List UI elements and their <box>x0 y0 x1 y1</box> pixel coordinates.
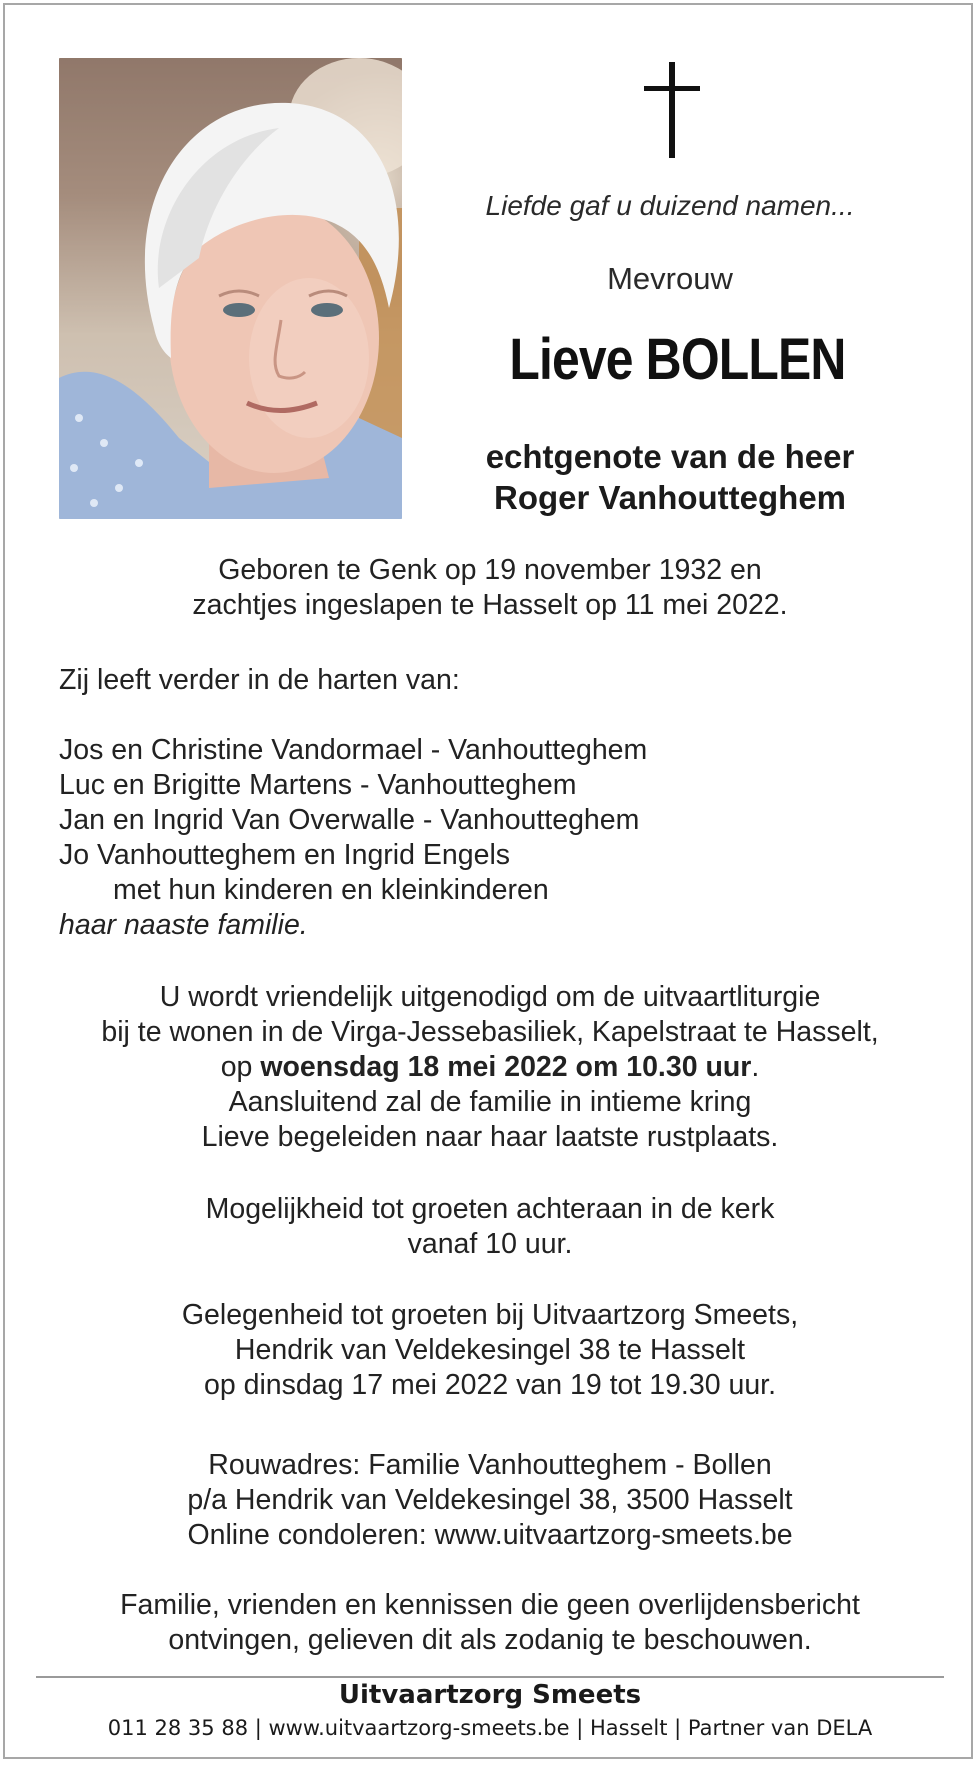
funeral-home-line-3: op dinsdag 17 mei 2022 van 19 tot 19.30 uur. <box>203 1369 777 1401</box>
address-line-1: Rouwadres: Familie Vanhoutteghem - Bollen <box>208 1449 772 1481</box>
deceased-name: Lieve BOLLEN <box>509 327 846 392</box>
motto: Liefde gaf u duizend namen... <box>485 190 855 221</box>
liturgy-line-3 <box>40 1050 940 1085</box>
family-member: Jos en Christine Vandormael - Vanhoutteghem <box>59 734 648 766</box>
notice-line-1: Familie, vrienden en kennissen die geen overlijdensbericht <box>120 1589 860 1621</box>
family-descendants: met hun kinderen en kleinkinderen <box>113 874 549 906</box>
condolence-link[interactable]: Online condoleren: www.uitvaartzorg-smeets.be <box>187 1519 793 1551</box>
mourning-address <box>40 1448 940 1553</box>
family-list <box>59 733 919 943</box>
family-member: Jo Vanhoutteghem en Ingrid Engels <box>59 839 511 871</box>
salutation: Mevrouw <box>607 261 733 296</box>
notice-line-2: ontvingen, gelieven dit als zodanig te beschouwen. <box>168 1624 812 1656</box>
liturgy-date-prefix: op <box>220 1051 261 1083</box>
spouse-line-1: echtgenote van de heer <box>485 438 855 475</box>
church-greeting-line-1: Mogelijkheid tot groeten achteraan in de kerk <box>205 1193 775 1225</box>
spouse-name: Roger Vanhoutteghem <box>493 479 847 516</box>
death-line: zachtjes ingeslapen te Hasselt op 11 mei 2022. <box>192 589 788 621</box>
address-line-2: p/a Hendrik van Veldekesingel 38, 3500 Hasselt <box>187 1484 793 1516</box>
family-closing: haar naaste familie. <box>59 909 308 941</box>
church-greeting-line-2: vanaf 10 uur. <box>407 1228 573 1260</box>
portrait-photo <box>59 58 402 519</box>
footer-company: Uitvaartzorg Smeets <box>338 1680 642 1710</box>
birth-death-info <box>40 553 940 623</box>
liturgy-line-4: Aansluitend zal de familie in intieme kring <box>228 1086 752 1118</box>
liturgy-line-1: U wordt vriendelijk uitgenodigd om de uitvaartliturgie <box>159 981 821 1013</box>
liturgy-date-suffix: . <box>751 1051 760 1083</box>
family-intro: Zij leeft verder in de harten van: <box>59 664 460 696</box>
liturgy-line-2: bij te wonen in de Virga-Jessebasiliek, Kapelstraat te Hasselt, <box>101 1016 879 1048</box>
portrait-illustration <box>59 58 402 519</box>
liturgy-date: woensdag 18 mei 2022 om 10.30 uur <box>260 1051 752 1083</box>
latin-cross-icon <box>644 62 700 158</box>
church-greeting <box>40 1192 940 1262</box>
funeral-home-line-2: Hendrik van Veldekesingel 38 te Hasselt <box>234 1334 746 1366</box>
liturgy-line-5: Lieve begeleiden naar haar laatste rustplaats. <box>201 1121 779 1153</box>
footer-divider <box>36 1676 944 1678</box>
birth-line: Geboren te Genk op 19 november 1932 en <box>218 554 762 586</box>
funeral-home-line-1: Gelegenheid tot groeten bij Uitvaartzorg Smeets, <box>181 1299 799 1331</box>
footer-contact: 011 28 35 88 | www.uitvaartzorg-smeets.be | Hasselt | Partner van DELA <box>107 1716 873 1740</box>
funeral-home-greeting <box>40 1298 940 1403</box>
family-member: Luc en Brigitte Martens - Vanhoutteghem <box>59 769 577 801</box>
family-member: Jan en Ingrid Van Overwalle - Vanhoutteghem <box>59 804 640 836</box>
notice <box>40 1588 940 1658</box>
spouse-info <box>420 436 920 518</box>
liturgy-invitation <box>40 980 940 1155</box>
